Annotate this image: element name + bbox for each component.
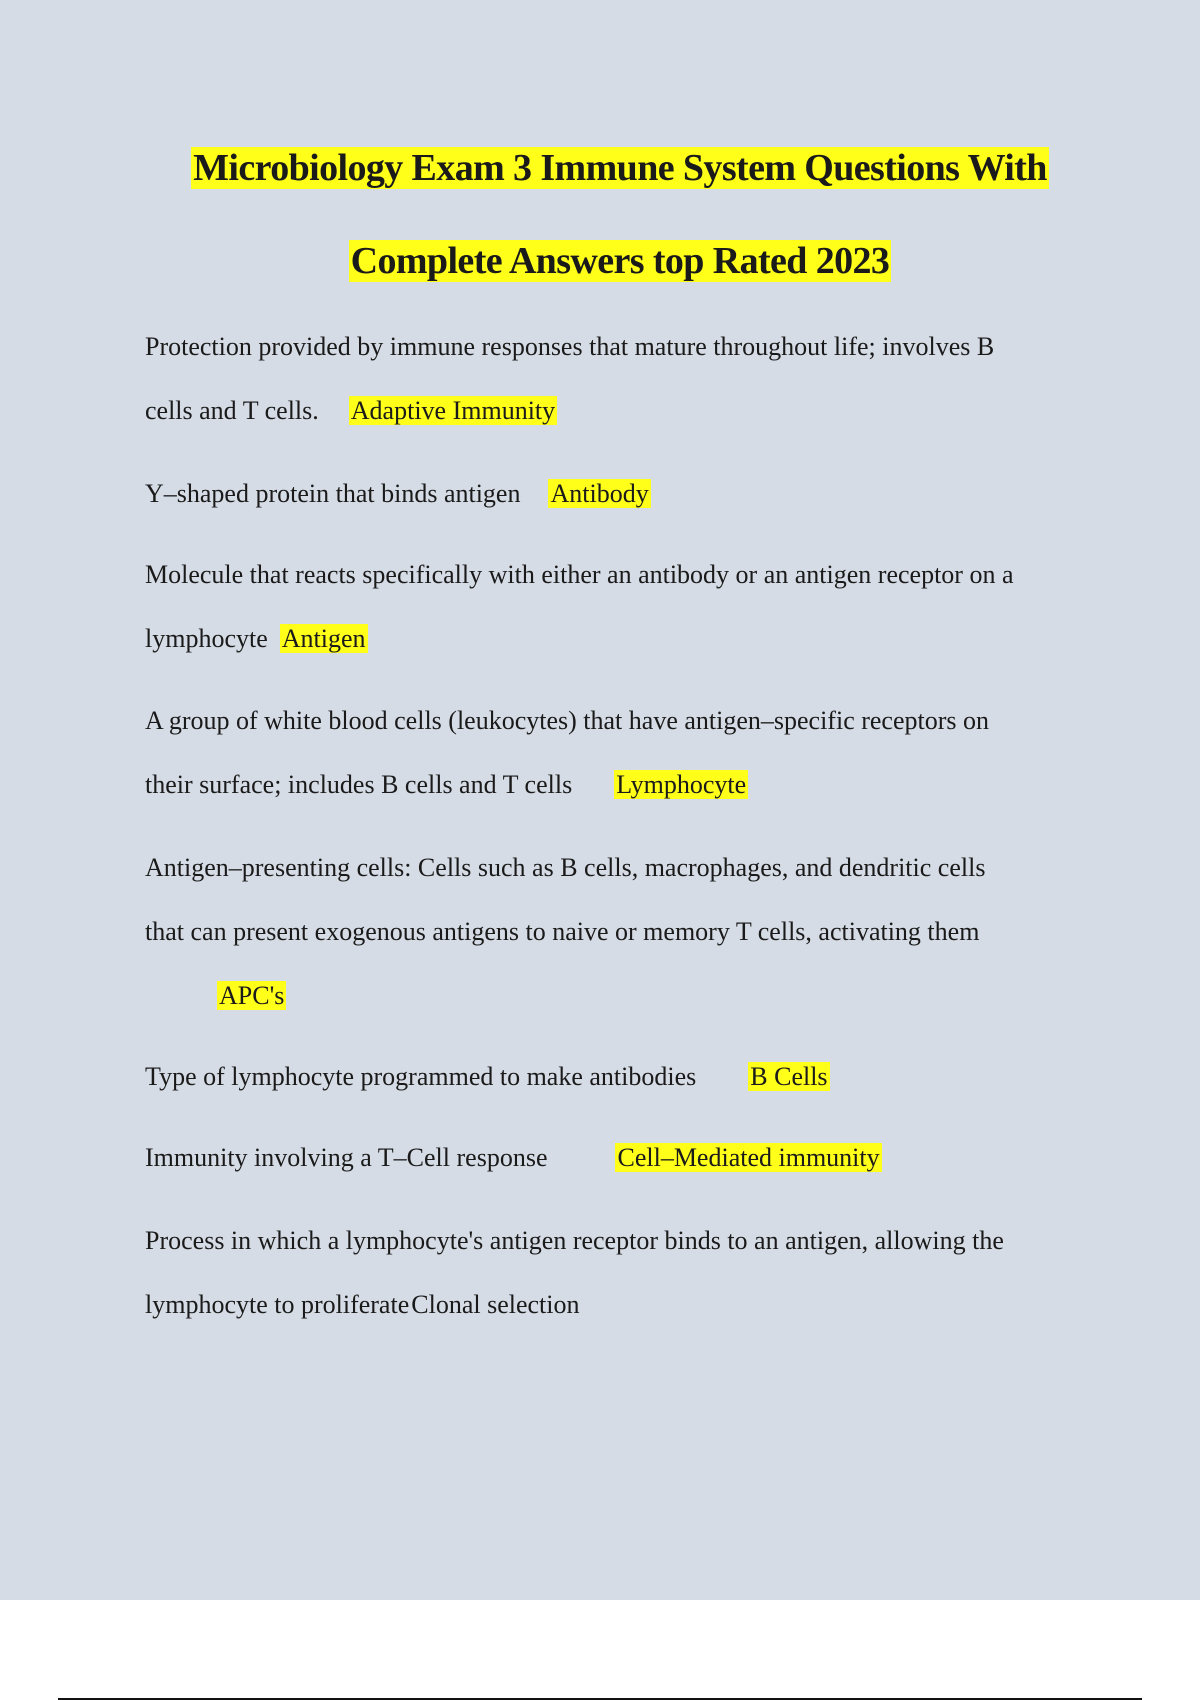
- question-3-line-1: [145, 558, 1014, 592]
- question-5-line-2: [145, 915, 979, 949]
- question-1-text-1: Protection provided by immune responses that mature throughout life; involves B: [145, 332, 995, 361]
- answer-8: Clonal selection: [411, 1290, 580, 1319]
- question-7-line-1: [145, 1141, 882, 1175]
- question-1-text-2: cells and T cells.: [145, 396, 319, 425]
- question-4-text-1: A group of white blood cells (leukocytes) that have antigen–specific receptors on: [145, 706, 990, 735]
- answer-2: Antibody: [550, 479, 649, 508]
- question-2-text: Y–shaped protein that binds antigen: [145, 479, 521, 508]
- question-3-text-2: lymphocyte: [145, 624, 268, 653]
- question-5-text-2: that can present exogenous antigens to naive or memory T cells, activating them: [145, 917, 980, 946]
- question-8-line-1: [145, 1224, 1004, 1258]
- question-1-line-2: [145, 394, 557, 428]
- question-6-line-1: [145, 1060, 830, 1094]
- question-6-text: Type of lymphocyte programmed to make antibodies: [145, 1062, 697, 1091]
- question-5-line-1: [145, 851, 985, 885]
- answer-5: APC's: [219, 981, 285, 1010]
- question-3-line-2: [145, 622, 368, 656]
- question-4-text-2: their surface; includes B cells and T cells: [145, 770, 573, 799]
- answer-7: Cell–Mediated immunity: [617, 1143, 880, 1172]
- question-5-text-1: Antigen–presenting cells: Cells such as B cells, macrophages, and dendritic cells: [145, 853, 986, 882]
- document-title-line-1: [0, 145, 1200, 191]
- title-highlight-2: Complete Answers top Rated 2023: [350, 240, 890, 282]
- title-highlight-1: Microbiology Exam 3 Immune System Questions With: [193, 147, 1047, 189]
- question-2-line-1: [145, 477, 651, 511]
- question-8-text-1: Process in which a lymphocyte's antigen receptor binds to an antigen, allowing the: [145, 1226, 1004, 1255]
- answer-3: Antigen: [281, 624, 366, 653]
- question-1-line-1: [145, 330, 994, 364]
- answer-6: B Cells: [750, 1062, 828, 1091]
- question-4-line-2: [145, 768, 748, 802]
- question-5-line-3: [217, 979, 286, 1013]
- document-title-line-2: [0, 238, 1200, 284]
- question-8-text-2: lymphocyte to proliferate: [145, 1290, 410, 1319]
- question-4-line-1: [145, 704, 989, 738]
- question-8-line-2: [145, 1288, 580, 1322]
- question-7-text: Immunity involving a T–Cell response: [145, 1143, 548, 1172]
- answer-4: Lymphocyte: [616, 770, 747, 799]
- question-3-text-1: Molecule that reacts specifically with either an antibody or an antigen receptor on a: [145, 560, 1014, 589]
- answer-1: Adaptive Immunity: [350, 396, 556, 425]
